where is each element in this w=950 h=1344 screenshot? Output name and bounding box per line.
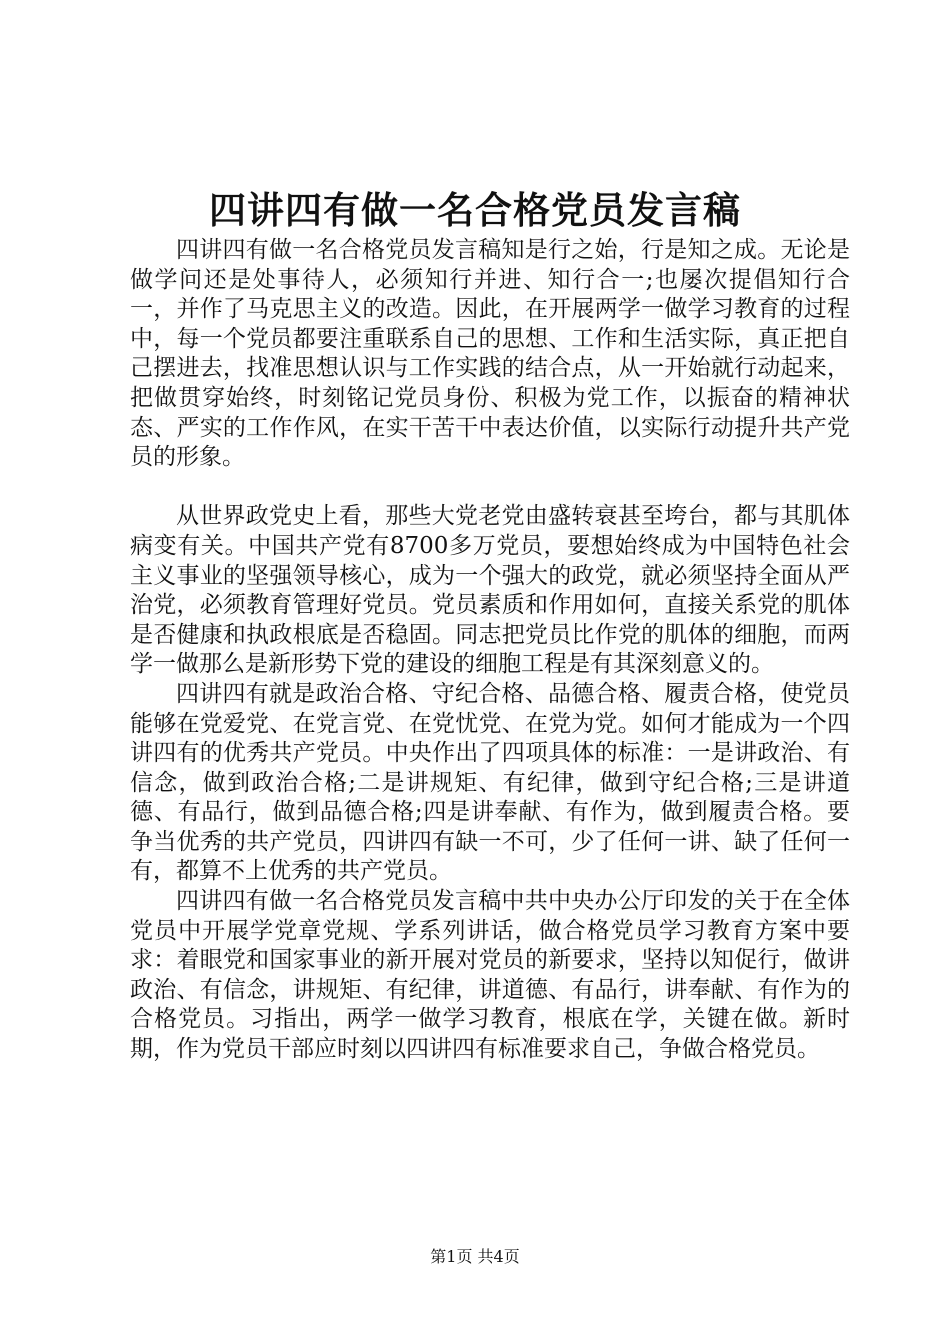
page-title: 四讲四有做一名合格党员发言稿: [209, 188, 741, 232]
paragraph-3: 四讲四有就是政治合格、守纪合格、品德合格、履责合格，使党员能够在党爱党、在党言党、在党忧党、在党为党。如何才能成为一个四讲四有的优秀共产党员。中央作出了四项具体的标准：一是讲政治、有信念，做到政治合格;二是讲规矩、有纪律，做到守纪合格;三是讲道德、有品行，做到品德合格;四是讲奉献、有作为，做到履责合格。要争当优秀的共产党员，四讲四有缺一不可，少了任何一讲、缺了任何一有，都算不上优秀的共产党员。: [130, 680, 850, 885]
paragraph-2: 从世界政党史上看，那些大党老党由盛转衰甚至垮台，都与其肌体病变有关。中国共产党有8700多万党员，要想始终成为中国特色社会主义事业的坚强领导核心，成为一个强大的政党，就必须坚持全面从严治党，必须教育管理好党员。党员素质和作用如何，直接关系党的肌体是否健康和执政根底是否稳固。同志把党员比作党的肌体的细胞，而两学一做那么是新形势下党的建设的细胞工程是有其深刻意义的。: [130, 503, 850, 678]
document-body: [130, 236, 850, 1065]
page-number-footer: 第1页 共4页: [430, 1247, 520, 1266]
paragraph-4: 四讲四有做一名合格党员发言稿中共中央办公厅印发的关于在全体党员中开展学党章党规、学系列讲话，做合格党员学习教育方案中要求：着眼党和国家事业的新开展对党员的新要求，坚持以知促行，做讲政治、有信念，讲规矩、有纪律，讲道德、有品行，讲奉献、有作为的合格党员。习指出，两学一做学习教育，根底在学，关键在做。新时期，作为党员干部应时刻以四讲四有标准要求自己，争做合格党员。: [130, 888, 850, 1063]
paragraph-1: 四讲四有做一名合格党员发言稿知是行之始，行是知之成。无论是做学问还是处事待人，必须知行并进、知行合一;也屡次提倡知行合一，并作了马克思主义的改造。因此，在开展两学一做学习教育的过程中，每一个党员都要注重联系自己的思想、工作和生活实际，真正把自己摆进去，找准思想认识与工作实践的结合点，从一开始就行动起来，把做贯穿始终，时刻铭记党员身份、积极为党工作，以振奋的精神状态、严实的工作作风，在实干苦干中表达价值，以实际行动提升共产党员的形象。: [130, 237, 850, 471]
